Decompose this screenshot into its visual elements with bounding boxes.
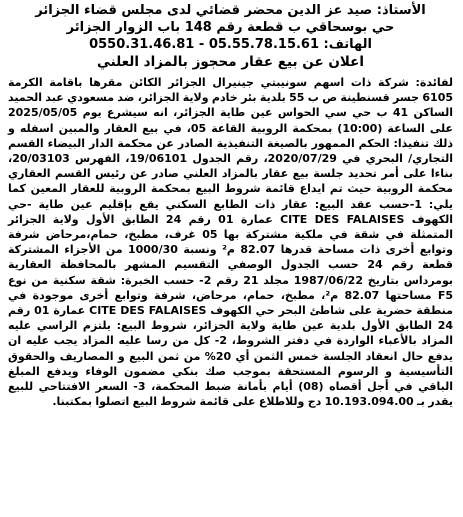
- bailiff-phone-line: الهاتف: 05.55.78.15.61 - 0550.31.46.81: [89, 37, 372, 52]
- bailiff-name-line: الأستاذ: صيد عز الدين محضر قضائي لدى مجلس قضاء الجزائر: [35, 3, 426, 18]
- notice-header: [8, 0, 453, 71]
- notice-title: اعلان عن بيع عقار محجوز بالمزاد العلني: [96, 54, 365, 70]
- bailiff-address-line: حي بوسحاقي ب قطعة رقم 148 باب الزوار الجزائر: [66, 20, 395, 35]
- notice-body: لفائدة: شركة ذات اسهم سونيبتي جينيرال الجزائر الكائن مقرها باقامة الكرمة 6105 جسر قسنطينة ص ب 55 بلدية بئر خادم ولاية الجزائر، ضد مسعودي عبد الحميد الساكن 41 ب حي سي الحواس عين طاية الجزائر، انه سيشرع يوم 2025/05/05 على الساعة (10:00) بمحكمة الروبية القاعة 05، في بيع العقار والمبين اسفله و ذلك تنفيذا: الحكم الممهور بالصيغة التنفيذية الصادر عن محكمة الدار البيضاء القسم التجاري/ البحري في 2020/07/29، رقم الجدول 19/06101، الفهرس 20/03103، بناءا على أمر تحديد جلسة بيع عقار بالمزاد العلني صادر عن رئيس القسم العقاري محكمة الروبية حيث تم ايداع قائمة شروط البيع بمحكمة الروبية للعقار المعين كما يلي: 1-حسب عقد البيع: عقار ذات الطابع السكني يقع بإقليم عين طاية -حي الكهوف CITE DES FALAISES عمارة 01 رقم 24 الطابق الأول ولاية الجزائر المتمثلة في شقة في ملكية مشتركة بها 05 غرف، مطبخ، حمام،مرحاض شرفة وتوابع أخرى ذات مساحة قدرها 82.07 م² ونسبة 1000/30 من الأجزاء المشتركة قطعة رقم 24 حسب الجدول الوصفي التقسيم المشهر بالمحافظة العقارية بومرداس بتاريخ 1987/06/22 مجلد 21 رقم 2- حسب الخبرة: شقة سكنية من نوع F5 مساحتها 82.07 م²، مطبخ، حمام، مرحاض، شرفة وتوابع أخرى موجودة في منطقة حضرية على شاطئ البحر حي الكهوف CITE DES FALAISES عمارة 01 رقم 24 الطابق الأول بلدية عين طاية ولاية الجزائر، شروط البيع: يلتزم الراسي عليه المزاد بالأعباء الواردة في دفتر الشروط، 2- كل من رسا عليه المزاد يجب عليه ان يدفع حال انعقاد الجلسة خمس الثمن أي 20% من ثمن البيع و المصاريف والحقوق التأسيسية و الرسوم المستحقة بموجب صك بنكي مضمون الوفاء ويدفع المبلغ الباقي في أجل أقصاه (08) أيام بأمانة ضبط المحكمة، 3- السعر الافتتاحي للبيع يقدر بـ 10.193.094.00 دج وللاطلاع على قائمة شروط البيع اتصلوا بمكتبنا.: [8, 76, 454, 409]
